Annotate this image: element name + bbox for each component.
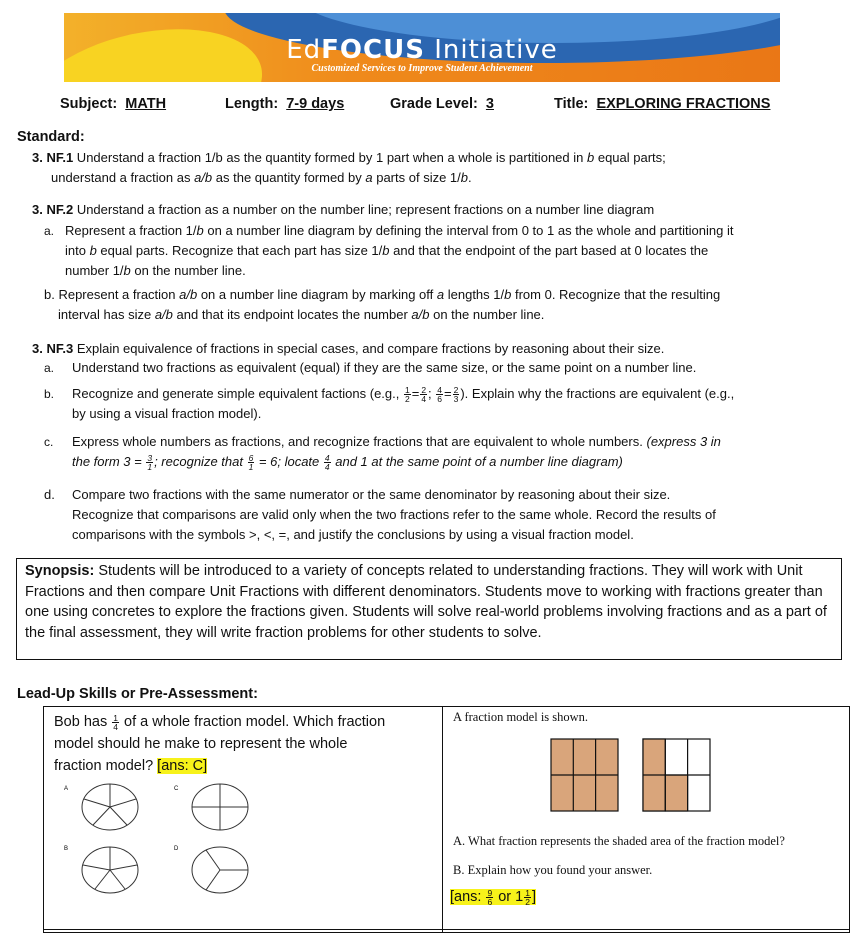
rect-fraction-model <box>550 738 720 813</box>
circle-models <box>59 781 289 901</box>
circle-option-d <box>192 847 248 893</box>
question-2-answer: [ans: $\frac{9}{6}$ or 1 $\frac{1}{2}$ ] <box>450 887 536 907</box>
option-b-label: B <box>64 846 69 852</box>
leadup-heading: Lead-Up Skills or Pre-Assessment: <box>17 686 258 702</box>
synopsis-box: Synopsis: Students will be introduced to a variety of concepts related to understanding fractions. They will work with Unit Fractions and then compare Unit Fractions with different denominators. Students move to working with fractions greater than one using concretes to explore the fractions given. Students will solve real-world problems involving fractions and as a part of the final assessment, they will write fraction problems for other students to solve. <box>16 558 842 660</box>
standard-heading: Standard: <box>17 129 85 145</box>
standard-nf3-d: d. Compare two fractions with the same numerator or the same denominator by reasoning about their size. Recognize that comparisons are valid only when the two fractions refer to the same whole. Record the results of comparisons with the symbols >, <, =, and justify the conclusions by using a visual fraction model. <box>44 487 716 542</box>
question-2-a: A. What fraction represents the shaded area of the fraction model? <box>453 834 785 848</box>
standard-nf2-a: a. Represent a fraction 1/b on a number line diagram by defining the interval from 0 to 1 as the whole and partitioning it into b equal parts. Recognize that each part has size 1/b and that the endpoint of the part based at 0 locates the number 1/b on the number line. <box>44 223 734 278</box>
question-2-b: B. Explain how you found your answer. <box>453 863 653 877</box>
question-2-intro: A fraction model is shown. <box>453 710 589 724</box>
standard-nf3-b: b. Recognize and generate simple equivalent factions (e.g., $\frac{1}{2}$ = $\frac{2}{4}$ ; $\frac{4}{6}$ = $\frac{2}{3}$ ). Explain why the fractions are equivalent (e.g., by using a visual fraction model). <box>44 385 735 421</box>
option-d-label: D <box>174 846 179 852</box>
leadup-table <box>43 706 850 933</box>
standard-nf3: 3. NF.3 Explain equivalence of fractions in special cases, and compare fractions by reasoning about their size. <box>32 341 665 356</box>
title-field: Title: EXPLORING FRACTIONS <box>554 96 771 112</box>
option-a-label: A <box>64 786 69 792</box>
brand-tagline: Customized Services to Improve Student Achievement <box>311 63 533 74</box>
subject-field: Subject: MATH <box>60 96 167 112</box>
brand-logo: EdFOCUS Initiative <box>286 35 558 65</box>
standard-nf1: 3. NF.1 Understand a fraction 1/b as the quantity formed by 1 part when a whole is partitioned in b equal parts; understand a fraction as a/b as the quantity formed by a parts of size 1/b. <box>32 150 666 185</box>
circle-option-b <box>82 847 138 893</box>
standard-nf2-b: b. Represent a fraction a/b on a number line diagram by marking off a lengths 1/b from 0. Recognize that the resulting interval has size a/b and that its endpoint locates the number a/b on the number line. <box>44 287 721 322</box>
standard-nf3-c: c. Express whole numbers as fractions, and recognize fractions that are equivalent to whole numbers. (express 3 in the form 3 = $\frac{3}{1}$ ; recognize that $\frac{6}{1}$ = 6; locate $\frac{4}{4}$ and 1 at the same point of a number line diagram) <box>44 434 721 473</box>
grade-field: Grade Level: 3 <box>390 96 494 112</box>
header-banner <box>64 13 780 82</box>
length-field: Length: 7-9 days <box>225 96 345 112</box>
question-1: Bob has $\frac{1}{4}$ of a whole fraction model. Which fraction model should he make to represent the whole fraction model? [ans: C] <box>54 712 386 774</box>
model-partial <box>643 739 710 811</box>
standard-nf3-a: a. Understand two fractions as equivalent (equal) if they are the same size, or the same point on a number line. <box>44 360 697 375</box>
standard-nf2: 3. NF.2 Understand a fraction as a number on the number line; represent fractions on a number line diagram <box>32 202 655 217</box>
option-c-label: C <box>174 786 179 792</box>
circle-option-a <box>82 784 138 830</box>
answer-highlight: [ans: C] <box>157 758 208 774</box>
model-whole <box>551 739 618 811</box>
circle-option-c <box>192 784 248 830</box>
